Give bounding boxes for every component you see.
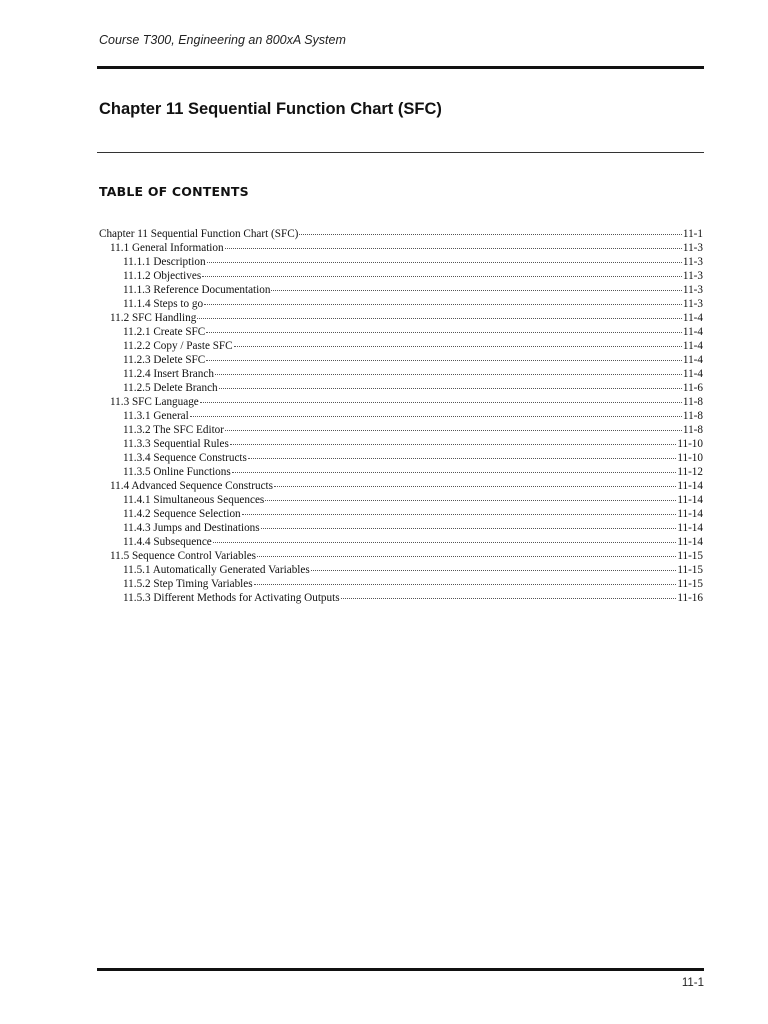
title-divider	[97, 152, 704, 153]
toc-entry-page: 11-3	[682, 256, 703, 268]
toc-dot-leader	[204, 294, 682, 305]
toc-dot-leader	[215, 364, 682, 375]
toc-entry-page: 11-3	[682, 242, 703, 254]
toc-dot-leader	[225, 238, 682, 249]
toc-entry-page: 11-8	[682, 396, 703, 408]
toc-entry-label: 11.4 Advanced Sequence Constructs	[110, 480, 274, 492]
toc-entry-label: 11.2.2 Copy / Paste SFC	[123, 340, 233, 352]
toc-dot-leader	[213, 532, 677, 543]
toc-entry-page: 11-14	[677, 480, 703, 492]
toc-entry-label: 11.4.4 Subsequence	[123, 536, 212, 548]
toc-dot-leader	[232, 462, 677, 473]
chapter-title: Chapter 11 Sequential Function Chart (SFC)	[99, 100, 442, 118]
running-header: Course T300, Engineering an 800xA System	[99, 33, 346, 47]
toc-dot-leader	[261, 518, 677, 529]
toc-dot-leader	[219, 378, 682, 389]
toc-entry-label: 11.4.3 Jumps and Destinations	[123, 522, 260, 534]
toc-entry-page: 11-14	[677, 508, 703, 520]
toc-entry-page: 11-4	[682, 354, 703, 366]
toc-entry-page: 11-8	[682, 424, 703, 436]
toc-entry-page: 11-4	[682, 326, 703, 338]
toc-dot-leader	[225, 420, 682, 431]
toc-heading: TABLE OF CONTENTS	[99, 184, 249, 199]
toc-entry-label: 11.1 General Information	[110, 242, 224, 254]
toc-dot-leader	[197, 308, 682, 319]
toc-entry-page: 11-10	[677, 438, 703, 450]
toc-entry-label: 11.1.4 Steps to go	[123, 298, 204, 310]
toc-dot-leader	[200, 392, 682, 403]
toc-entry-label: 11.2.4 Insert Branch	[123, 368, 214, 380]
table-of-contents	[99, 226, 703, 604]
toc-entry-label: 11.4.1 Simultaneous Sequences	[123, 494, 265, 506]
toc-entry-label: 11.3.2 The SFC Editor	[123, 424, 225, 436]
toc-entry-label: 11.3.4 Sequence Constructs	[123, 452, 247, 464]
toc-entry-page: 11-3	[682, 284, 703, 296]
toc-entry-page: 11-14	[677, 494, 703, 506]
toc-entry-label: 11.5.1 Automatically Generated Variables	[123, 564, 310, 576]
toc-entry-page: 11-1	[682, 228, 703, 240]
toc-entry-page: 11-10	[677, 452, 703, 464]
toc-entry-label: Chapter 11 Sequential Function Chart (SFC)	[99, 228, 299, 240]
toc-entry-page: 11-8	[682, 410, 703, 422]
toc-entry-label: 11.2.5 Delete Branch	[123, 382, 218, 394]
toc-entry-label: 11.1.3 Reference Documentation	[123, 284, 271, 296]
toc-entry-label: 11.5.3 Different Methods for Activating Outputs	[123, 592, 340, 604]
toc-dot-leader	[207, 252, 682, 263]
toc-dot-leader	[230, 434, 676, 445]
toc-entry-label: 11.5 Sequence Control Variables	[110, 550, 257, 562]
toc-entry-page: 11-3	[682, 298, 703, 310]
toc-dot-leader	[311, 560, 677, 571]
toc-dot-leader	[206, 350, 682, 361]
toc-entry-label: 11.3.3 Sequential Rules	[123, 438, 229, 450]
toc-dot-leader	[265, 490, 676, 501]
toc-dot-leader	[234, 336, 682, 347]
toc-entry-label: 11.5.2 Step Timing Variables	[123, 578, 253, 590]
toc-entry-page: 11-6	[682, 382, 703, 394]
toc-entry-label: 11.3.1 General	[123, 410, 189, 422]
toc-entry-page: 11-4	[682, 368, 703, 380]
toc-dot-leader	[271, 280, 681, 291]
toc-dot-leader	[274, 476, 676, 487]
toc-dot-leader	[254, 574, 677, 585]
toc-entry-page: 11-4	[682, 312, 703, 324]
toc-entry-page: 11-14	[677, 536, 703, 548]
page-number: 11-1	[681, 977, 704, 989]
toc-entry-label: 11.3.5 Online Functions	[123, 466, 231, 478]
toc-entry-label: 11.4.2 Sequence Selection	[123, 508, 241, 520]
toc-entry-page: 11-16	[677, 592, 703, 604]
toc-dot-leader	[206, 322, 682, 333]
toc-dot-leader	[242, 504, 677, 515]
toc-entry-label: 11.3 SFC Language	[110, 396, 199, 408]
toc-dot-leader	[299, 224, 682, 235]
toc-entry-page: 11-14	[677, 522, 703, 534]
toc-entry[interactable]	[99, 590, 703, 604]
toc-entry-label: 11.2.1 Create SFC	[123, 326, 206, 338]
toc-entry-label: 11.1.1 Description	[123, 256, 206, 268]
toc-dot-leader	[202, 266, 682, 277]
toc-entry-page: 11-3	[682, 270, 703, 282]
toc-entry-page: 11-15	[677, 564, 703, 576]
toc-dot-leader	[190, 406, 682, 417]
footer-rule	[97, 968, 704, 971]
toc-dot-leader	[257, 546, 676, 557]
toc-dot-leader	[248, 448, 676, 459]
toc-entry-label: 11.2.3 Delete SFC	[123, 354, 206, 366]
header-rule	[97, 66, 704, 69]
toc-entry-page: 11-12	[677, 466, 703, 478]
toc-entry-label: 11.1.2 Objectives	[123, 270, 202, 282]
toc-entry-page: 11-15	[677, 550, 703, 562]
toc-entry-label: 11.2 SFC Handling	[110, 312, 197, 324]
toc-dot-leader	[341, 588, 677, 599]
toc-entry-page: 11-4	[682, 340, 703, 352]
toc-entry-page: 11-15	[677, 578, 703, 590]
